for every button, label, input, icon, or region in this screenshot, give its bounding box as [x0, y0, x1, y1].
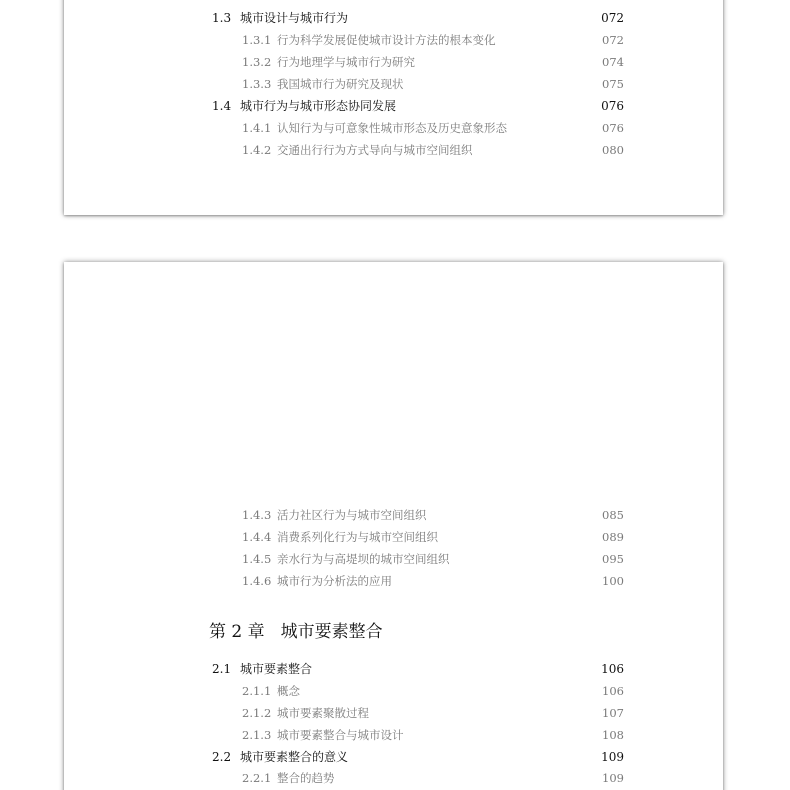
- toc-entry-title: 城市要素整合与城市设计: [277, 727, 404, 742]
- toc-subsection-row[interactable]: [64, 725, 723, 745]
- toc-entry-page-number: 100: [602, 574, 624, 588]
- toc-subsection-row[interactable]: [64, 681, 723, 701]
- chapter-number: 第 2 章: [209, 622, 265, 642]
- toc-page-1: [64, 0, 723, 215]
- toc-entry-number: 1.4.1: [242, 121, 272, 135]
- toc-subsection-row[interactable]: [64, 768, 723, 788]
- toc-entry-title: 城市行为与城市形态协同发展: [240, 99, 397, 113]
- toc-entry-title: 行为地理学与城市行为研究: [277, 55, 415, 69]
- toc-entry-page-number: 072: [601, 11, 624, 25]
- toc-subsection-row[interactable]: [64, 527, 723, 547]
- toc-section-row[interactable]: [64, 747, 723, 767]
- toc-entry-number: 2.1.1: [242, 683, 272, 698]
- toc-subsection-row[interactable]: [64, 571, 723, 591]
- toc-entry-title: 城市要素聚散过程: [277, 705, 369, 720]
- toc-entry-number: 2.1: [212, 662, 232, 676]
- toc-entry-page-number: 089: [602, 530, 624, 544]
- toc-entry-page-number: 072: [602, 33, 624, 47]
- toc-entry-page-number: 108: [602, 727, 624, 742]
- toc-entry-number: 1.4.6: [242, 574, 272, 588]
- toc-entry-number: 1.3.2: [242, 55, 272, 69]
- toc-entry-page-number: 106: [602, 683, 624, 698]
- toc-entry-title: 认知行为与可意象性城市形态及历史意象形态: [277, 121, 507, 135]
- toc-entry-title: 消费系列化行为与城市空间组织: [277, 530, 438, 544]
- toc-section-row[interactable]: [64, 659, 723, 679]
- toc-entry-page-number: 076: [601, 99, 624, 113]
- toc-entry-number: 1.3.3: [242, 77, 272, 91]
- toc-entry-title: 概念: [277, 683, 300, 698]
- toc-section-row[interactable]: [64, 96, 723, 116]
- toc-entry-title: 整合的趋势: [277, 771, 335, 785]
- toc-subsection-row[interactable]: [64, 140, 723, 160]
- toc-subsection-row[interactable]: [64, 703, 723, 723]
- toc-entry-number: 1.4.2: [242, 143, 272, 157]
- toc-entry-page-number: 095: [602, 552, 624, 566]
- toc-entry-title: 活力社区行为与城市空间组织: [277, 508, 427, 522]
- toc-entry-number: 2.2: [212, 749, 232, 764]
- toc-subsection-row[interactable]: [64, 549, 723, 569]
- chapter-heading: [209, 617, 383, 642]
- toc-subsection-row[interactable]: [64, 505, 723, 525]
- toc-entry-number: 1.3.1: [242, 33, 272, 47]
- toc-entry-page-number: 107: [602, 705, 624, 720]
- toc-entry-page-number: 080: [602, 143, 624, 157]
- toc-entry-page-number: 076: [602, 121, 624, 135]
- toc-subsection-row[interactable]: [64, 74, 723, 94]
- toc-entry-page-number: 109: [601, 749, 624, 764]
- toc-entry-title: 亲水行为与高堤坝的城市空间组织: [277, 552, 450, 566]
- toc-entry-title: 行为科学发展促使城市设计方法的根本变化: [277, 33, 496, 47]
- toc-entry-title: 城市行为分析法的应用: [277, 574, 392, 588]
- toc-entry-page-number: 075: [602, 77, 624, 91]
- toc-entry-page-number: 106: [601, 662, 624, 676]
- chapter-title: 城市要素整合: [280, 622, 383, 642]
- toc-entry-page-number: 085: [602, 508, 624, 522]
- toc-entry-page-number: 109: [602, 771, 624, 785]
- toc-entry-number: 1.4.5: [242, 552, 272, 566]
- toc-entry-title: 城市设计与城市行为: [240, 11, 349, 25]
- toc-entry-title: 城市要素整合: [240, 662, 313, 676]
- toc-entry-number: 1.4.3: [242, 508, 272, 522]
- toc-entry-number: 2.2.1: [242, 771, 272, 785]
- toc-entry-number: 1.4.4: [242, 530, 272, 544]
- toc-entry-number: 2.1.3: [242, 727, 272, 742]
- toc-subsection-row[interactable]: [64, 52, 723, 72]
- toc-entry-title: 我国城市行为研究及现状: [277, 77, 404, 91]
- toc-entry-page-number: 074: [602, 55, 624, 69]
- toc-subsection-row[interactable]: [64, 118, 723, 138]
- toc-entry-title: 交通出行行为方式导向与城市空间组织: [277, 143, 473, 157]
- toc-page-2: [64, 262, 723, 790]
- toc-entry-number: 1.4: [212, 99, 232, 113]
- toc-entry-number: 1.3: [212, 11, 232, 25]
- toc-entry-number: 2.1.2: [242, 705, 272, 720]
- toc-section-row[interactable]: [64, 8, 723, 28]
- toc-entry-title: 城市要素整合的意义: [240, 749, 349, 764]
- toc-subsection-row[interactable]: [64, 30, 723, 50]
